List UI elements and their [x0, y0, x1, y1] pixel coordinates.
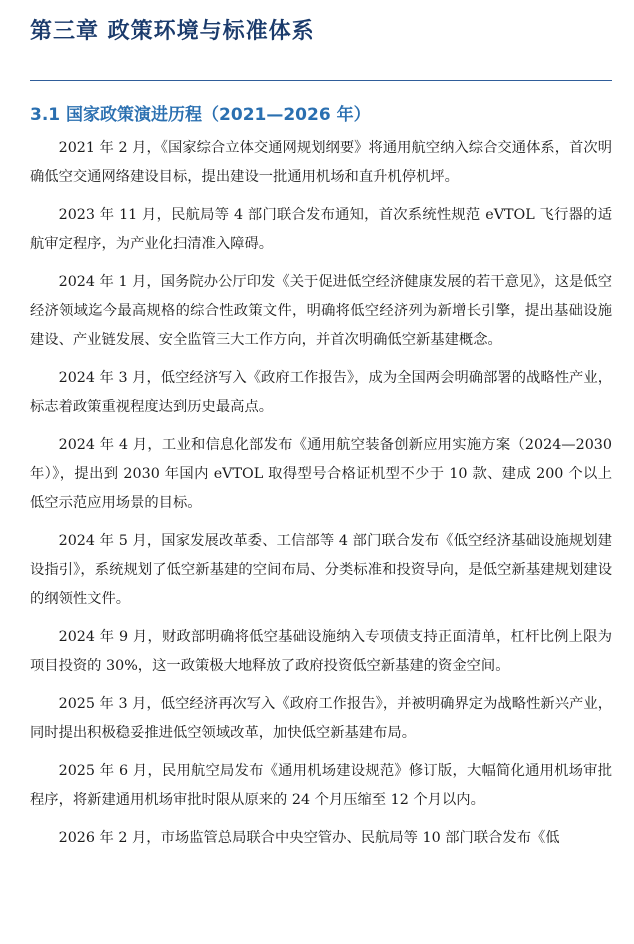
paragraph: 2025 年 3 月，低空经济再次写入《政府工作报告》，并被明确界定为战略性新兴产业，同时提出积极稳妥推进低空领域改革，加快低空新基建布局。: [30, 696, 612, 741]
paragraph: 2024 年 5 月，国家发展改革委、工信部等 4 部门联合发布《低空经济基础设施规划建设指引》，系统规划了低空新基建的空间布局、分类标准和投资导向，是低空新基建规划建设的纲领性文件。: [30, 533, 612, 607]
paragraph: 2024 年 3 月，低空经济写入《政府工作报告》，成为全国两会明确部署的战略性产业，标志着政策重视程度达到历史最高点。: [30, 370, 612, 415]
chapter-title: 第三章 政策环境与标准体系: [30, 19, 315, 44]
paragraph: 2024 年 1 月，国务院办公厅印发《关于促进低空经济健康发展的若干意见》，这是低空经济领域迄今最高规格的综合性政策文件，明确将低空经济列为新增长引擎，提出基础设施建设、产业链发展、安全监管三大工作方向，并首次明确低空新基建概念。: [30, 274, 612, 348]
paragraph: 2023 年 11 月，民航局等 4 部门联合发布通知，首次系统性规范 eVTOL 飞行器的适航审定程序，为产业化扫清准入障碍。: [30, 207, 612, 252]
chapter-divider: [30, 80, 612, 81]
paragraph: 2021 年 2 月，《国家综合立体交通网规划纲要》将通用航空纳入综合交通体系，首次明确低空交通网络建设目标，提出建设一批通用机场和直升机停机坪。: [30, 140, 612, 185]
paragraph: 2026 年 2 月，市场监管总局联合中央空管办、民航局等 10 部门联合发布《低: [58, 830, 560, 846]
paragraph: 2024 年 9 月，财政部明确将低空基础设施纳入专项债支持正面清单，杠杆比例上限为项目投资的 30%，这一政策极大地释放了政府投资低空新基建的资金空间。: [30, 629, 612, 674]
section-title: 3.1 国家政策演进历程（2021—2026 年）: [30, 105, 371, 125]
paragraph: 2024 年 4 月，工业和信息化部发布《通用航空装备创新应用实施方案（2024—2030 年）》，提出到 2030 年国内 eVTOL 取得型号合格证机型不少于 10 款、建成 200 个以上低空示范应用场景的目标。: [30, 437, 612, 511]
section-body: [30, 134, 612, 862]
paragraph: 2025 年 6 月，民用航空局发布《通用机场建设规范》修订版，大幅简化通用机场审批程序，将新建通用机场审批时限从原来的 24 个月压缩至 12 个月以内。: [30, 763, 612, 808]
